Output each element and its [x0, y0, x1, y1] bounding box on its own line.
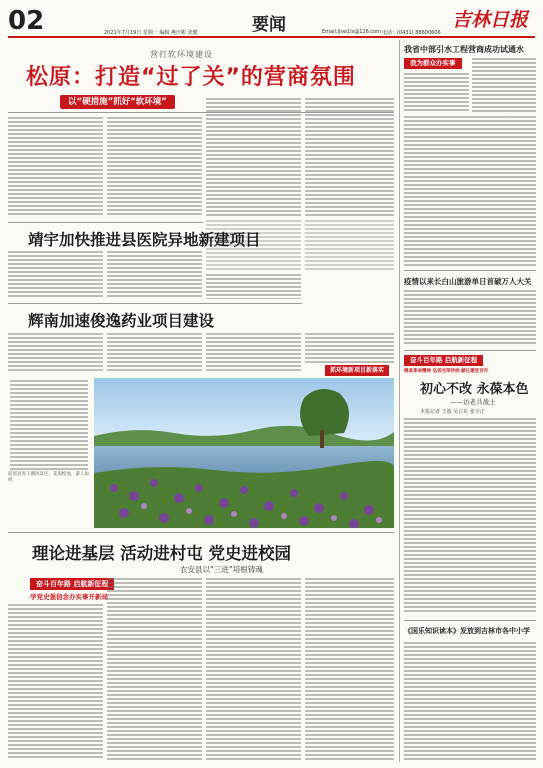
story2-headline: 靖宇加快推进县医院异地新建项目	[28, 231, 261, 249]
lead-subhead-badge	[60, 95, 175, 109]
caption-lines	[10, 380, 88, 470]
right-s4-headline: 《国乐知识读本》发放到吉林市各中小学	[404, 627, 530, 635]
lead-body-col-4	[305, 98, 394, 217]
story3-body-1	[8, 333, 103, 373]
story2-body-3	[206, 274, 301, 299]
email: Email:jlsw1ls@126.com	[322, 29, 382, 35]
lead-body-col-1	[8, 117, 103, 217]
lead-body-col-2	[107, 117, 202, 217]
story4-subhead: 农安县以“三进”培根铸魂	[180, 565, 263, 574]
right-s1-headline: 我省中部引水工程营商成功试通水	[404, 45, 524, 54]
badge-text: 抓环境新项目新落实	[330, 367, 385, 374]
page-number: 02	[8, 6, 45, 36]
right-s3-subhead: ——访老共战士	[450, 398, 496, 406]
story3-body-3	[206, 333, 301, 373]
date-line: 2021年7月19日 星期一 编辑 燕庆彬 张健	[104, 30, 198, 36]
story4-body-1	[8, 604, 103, 760]
story3-headline: 辉南加速俊逸药业项目建设	[28, 312, 215, 330]
lead-body-cont-b	[305, 220, 394, 270]
lead-headline: 松原：打造“过了关”的营商氛围	[26, 65, 356, 90]
story4-badge-1	[30, 578, 114, 590]
story4-body-3	[206, 578, 301, 760]
photo-caption-box	[8, 378, 90, 488]
badge-text: 奋斗百年路 启航新征程	[36, 580, 109, 588]
story3-body-4	[305, 333, 394, 363]
story4-body-2	[107, 578, 202, 760]
lake-flower-photo	[94, 378, 394, 528]
story3-body-2	[107, 333, 202, 373]
story4-badge-2: 学党史强信念办实事开新局	[30, 593, 108, 601]
right-s3-badge-2: 继承革命精神 弘扬光荣传统 献礼建党百年	[404, 369, 489, 374]
main-photo	[94, 378, 394, 528]
right-s1-body-c	[404, 116, 536, 266]
separator	[404, 620, 536, 621]
story4-body-4	[305, 578, 394, 760]
telephone: 电话：(0431) 88600606	[382, 30, 441, 36]
right-s2-body	[404, 290, 536, 346]
photo-caption: 前郭县查干湖风景区，花海绽放，游人如织	[8, 472, 89, 483]
right-s1-body-b	[472, 58, 536, 113]
story2-body-2	[107, 251, 202, 299]
separator	[8, 532, 394, 533]
right-s1-badge	[404, 58, 462, 69]
right-s3-body	[404, 418, 536, 614]
lead-body-col-3	[206, 98, 301, 217]
story2-body-1	[8, 251, 103, 299]
lead-kicker: 营打软环境建设	[150, 50, 213, 59]
right-s3-headline: 初心不改 永葆本色	[420, 382, 529, 397]
separator	[8, 303, 302, 304]
right-s1-body-a	[404, 73, 469, 113]
masthead-rule	[8, 36, 535, 38]
right-s2-headline: 疫情以来长白山旅游单日首破万人大关	[404, 277, 532, 286]
right-s3-badge-1	[404, 355, 483, 366]
right-s3-byline: 本报记者 王波 吴召东 张宇正	[420, 409, 485, 415]
separator	[404, 350, 536, 351]
newspaper-brand: 吉林日报	[452, 9, 529, 31]
separator	[404, 270, 536, 271]
lead-subhead: 以“硬措施”抓好“软环境”	[68, 97, 167, 107]
section-title: 要闻	[252, 15, 286, 35]
column-divider	[399, 40, 400, 762]
story4-headline: 理论进基层 活动进村屯 党史进校园	[32, 544, 291, 563]
right-s4-body	[404, 642, 536, 760]
badge-text: 奋斗百年路 启航新征程	[410, 356, 478, 364]
separator	[8, 222, 203, 223]
badge-text: 我为群众办实事	[410, 59, 456, 67]
masthead	[0, 0, 543, 38]
story3-badge	[325, 365, 389, 376]
